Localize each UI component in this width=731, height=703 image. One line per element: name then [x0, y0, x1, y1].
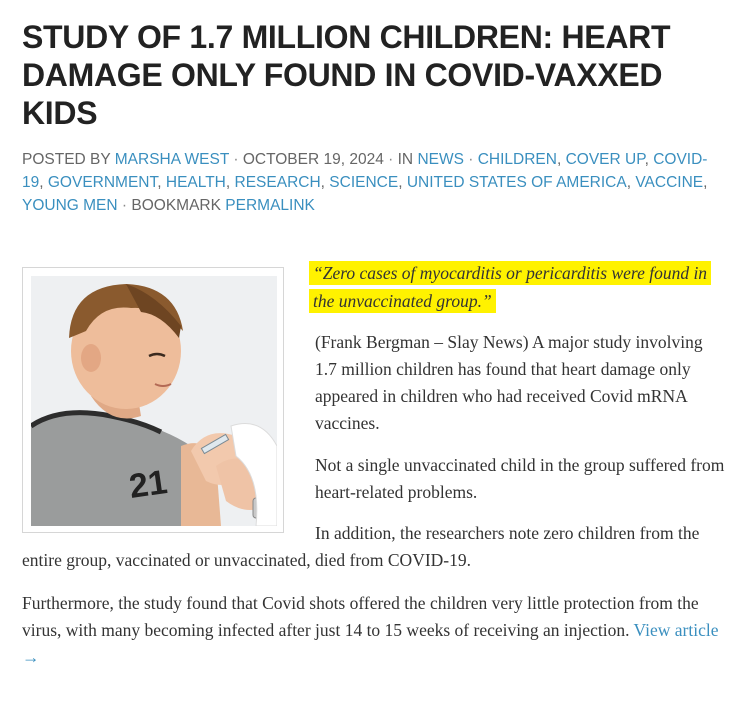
in-label: IN — [397, 151, 414, 168]
category-link-science[interactable]: SCIENCE — [329, 174, 399, 191]
category-link-health[interactable]: HEALTH — [165, 174, 226, 191]
view-article-link[interactable]: View article → — [22, 620, 719, 667]
category-link-cover-up[interactable]: COVER UP — [565, 151, 645, 168]
quote-text: “Zero cases of myocarditis or pericarditis were found in the unvaccinated group.” — [309, 261, 711, 313]
category-link-research[interactable]: RESEARCH — [234, 174, 321, 191]
article-paragraph-last — [22, 590, 722, 671]
category-link-government[interactable]: GOVERNMENT — [47, 174, 158, 191]
article-paragraph: (Frank Bergman – Slay News) A major study involving 1.7 million children has found that heart damage only appeared in children who had received Covid mRNA vaccines. — [315, 332, 703, 433]
posted-by-label: POSTED BY — [22, 151, 111, 168]
child-vaccination-illustration — [31, 276, 277, 526]
svg-text:21: 21 — [126, 463, 170, 506]
article-paragraph: In addition, the researchers note zero children from the entire group, vaccinated or unvaccinated, died from COVID-19. — [22, 523, 700, 570]
post-meta: POSTED BY MARSHA WEST · OCTOBER 19, 2024 · IN NEWS · CHILDREN, COVER UP, COVID-19, GOVERNMENT, HEALTH, RESEARCH, SCIENCE, UNITED STATES OF AMERICA, VACCINE, YOUNG MEN · BOOKMARK PERMALINK — [22, 151, 708, 214]
category-link-news[interactable]: NEWS — [417, 151, 464, 168]
article-photo — [22, 267, 284, 533]
category-link-children[interactable]: CHILDREN — [477, 151, 557, 168]
category-link-young-men[interactable]: YOUNG MEN — [22, 197, 118, 214]
post-date: OCTOBER 19, 2024 — [242, 151, 384, 168]
category-link-vaccine[interactable]: VACCINE — [635, 174, 704, 191]
article-paragraph-text: Furthermore, the study found that Covid shots offered the children very little protection from the virus, with many becoming infected after just 14 to 15 weeks of receiving an injection. — [22, 593, 699, 640]
permalink-link[interactable]: PERMALINK — [225, 197, 315, 214]
bookmark-label: BOOKMARK — [131, 197, 221, 214]
article-title: STUDY OF 1.7 MILLION CHILDREN: HEART DAMAGE ONLY FOUND IN COVID-VAXXED KIDS — [22, 19, 671, 131]
highlighted-quote — [309, 259, 731, 315]
category-link-covid-19[interactable]: COVID-19 — [22, 151, 708, 191]
article-paragraph: Not a single unvaccinated child in the group suffered from heart-related problems. — [315, 455, 725, 502]
author-link[interactable]: MARSHA WEST — [114, 151, 230, 168]
category-link-united-states[interactable]: UNITED STATES OF AMERICA — [406, 174, 627, 191]
